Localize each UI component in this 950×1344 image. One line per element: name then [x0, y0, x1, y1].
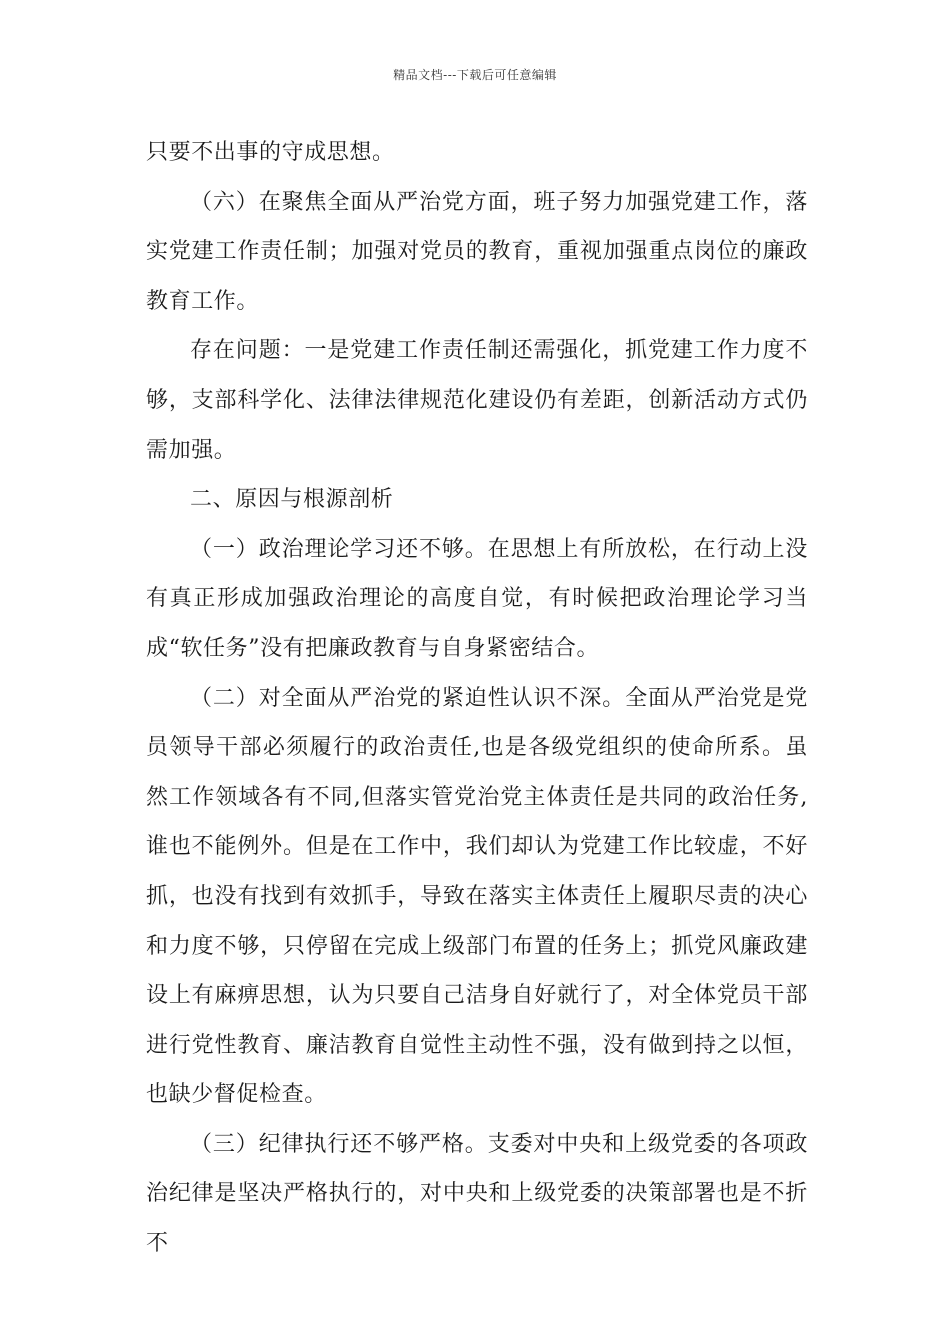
paragraph-3: 存在问题：一是党建工作责任制还需强化，抓党建工作力度不够，支部科学化、法律法律规范化建设仍有差距，创新活动方式仍需加强。 [146, 338, 808, 463]
section-heading: 二、原因与根源剖析 [190, 487, 394, 513]
document-body [146, 128, 808, 1269]
paragraph-4: （一）政治理论学习还不够。在思想上有所放松，在行动上没有真正形成加强政治理论的高度自觉，有时候把政治理论学习当成“软任务”没有把廉政教育与自身紧密结合。 [146, 536, 808, 661]
page-header: 精品文档---下载后可任意编辑 [393, 68, 557, 82]
paragraph-2: （六）在聚焦全面从严治党方面，班子努力加强党建工作，落实党建工作责任制；加强对党员的教育，重视加强重点岗位的廉政教育工作。 [146, 189, 808, 314]
paragraph-6: （三）纪律执行还不够严格。支委对中央和上级党委的各项政治纪律是坚决严格执行的，对中央和上级党委的决策部署也是不折不 [146, 1131, 808, 1257]
paragraph-1: 只要不出事的守成思想。 [146, 140, 395, 165]
paragraph-5: （二）对全面从严治党的紧迫性认识不深。全面从严治党是党员领导干部必须履行的政治责任,也是各级党组织的使命所系。虽然工作领域各有不同,但落实管党治党主体责任是共同的政治任务,谁也不能例外。但是在工作中，我们却认为党建工作比较虚，不好抓，也没有找到有效抓手，导致在落实主体责任上履职尽责的决心和力度不够，只停留在完成上级部门布置的任务上；抓党风廉政建设上有麻痹思想，认为只要自己洁身自好就行了，对全体党员干部进行党性教育、廉洁教育自觉性主动性不强，没有做到持之以恒，也缺少督促检查。 [146, 685, 808, 1108]
